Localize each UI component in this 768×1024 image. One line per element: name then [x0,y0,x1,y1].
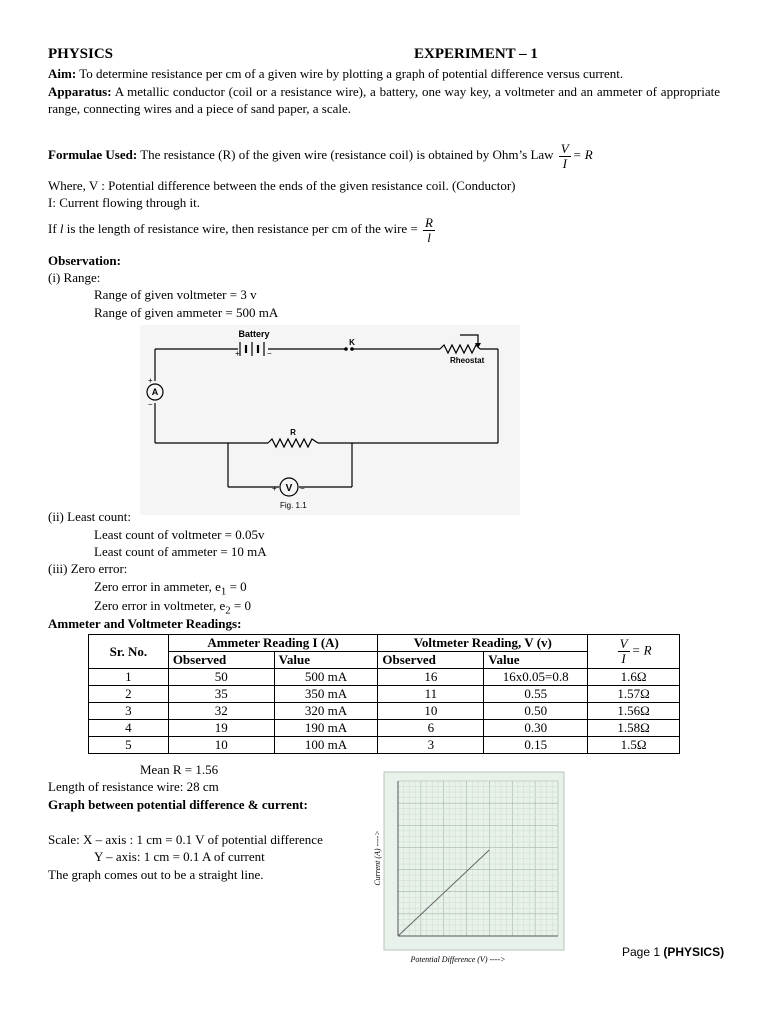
page-header [48,46,720,63]
table-title [48,615,720,632]
ratio-rhs: = R [631,642,652,658]
ohm-denominator: I [562,155,567,171]
cell-voltmeter-value: 0.55 [484,686,588,703]
y-axis-label: Current (A) ----> [373,830,382,886]
table-row [89,737,680,754]
readings-table [88,634,680,754]
per-cm-text: is the length of resistance wire, then resistance per cm of the wire = [66,221,418,236]
header-voltmeter-value: Value [484,652,588,669]
per-cm-numerator: R [425,214,433,230]
cell-ammeter-value: 190 mA [274,720,378,737]
circuit-diagram [140,325,520,515]
key-label: K [349,338,355,347]
ratio-numerator: V [619,636,628,651]
header-ammeter-value: Value [274,652,378,669]
cell-voltmeter-observed: 3 [378,737,484,754]
header-voltmeter: Voltmeter Reading, V (v) [378,635,588,652]
vi-graph [368,768,568,968]
formula-text: The resistance (R) of the given wire (resistance coil) is obtained by Ohm’s Law [140,147,554,162]
zero-error-title: (iii) Zero error: [48,561,128,576]
aim-line [48,65,720,82]
cell-ammeter-observed: 35 [168,686,274,703]
resistor-label: R [290,428,296,437]
cell-sr: 4 [89,720,169,737]
table-row [89,703,680,720]
cell-resistance: 1.5Ω [588,737,680,754]
cell-ammeter-observed: 32 [168,703,274,720]
zero-error-ammeter-text: Zero error in ammeter, e [94,579,221,594]
cell-sr: 3 [89,703,169,720]
cell-voltmeter-observed: 11 [378,686,484,703]
least-count-ammeter: Least count of ammeter = 10 mA [94,544,267,559]
formula-line [48,140,720,171]
header-ratio [588,635,680,669]
cell-resistance: 1.58Ω [588,720,680,737]
cell-ammeter-value: 500 mA [274,669,378,686]
voltmeter-plus: + [272,484,277,493]
ratio-denominator: I [621,651,626,666]
table-row [89,720,680,737]
apparatus-text: A metallic conductor (coil or a resistance wire), a battery, one way key, a voltmeter and an ammeter of appropriate range, connecting wires and a piece of sand paper, a scale. [48,84,720,116]
cell-ammeter-observed: 50 [168,669,274,686]
subject-title: PHYSICS [48,46,114,62]
footer-subject: (PHYSICS) [663,945,725,959]
cell-ammeter-observed: 19 [168,720,274,737]
figure-caption: Fig. 1.1 [280,501,307,510]
graph-note: The graph comes out to be a straight line. [48,867,264,882]
ohm-rhs: = R [572,147,593,162]
cell-voltmeter-observed: 16 [378,669,484,686]
wire-length: Length of resistance wire: 28 cm [48,779,219,794]
range-title: (i) Range: [48,270,101,285]
cell-voltmeter-value: 0.30 [484,720,588,737]
graph-title-text: Graph between potential difference & current: [48,797,308,812]
page-footer [622,945,724,959]
cell-ammeter-value: 100 mA [274,737,378,754]
cell-voltmeter-value: 0.15 [484,737,588,754]
cell-sr: 1 [89,669,169,686]
per-cm-denominator: l [427,229,431,245]
header-ammeter-observed: Observed [168,652,274,669]
per-cm-fraction [423,216,435,245]
ammeter-minus: − [148,400,153,409]
header-voltmeter-observed: Observed [378,652,484,669]
cell-ammeter-value: 350 mA [274,686,378,703]
cell-resistance: 1.6Ω [588,669,680,686]
range-ammeter: Range of given ammeter = 500 mA [94,305,279,320]
ohm-numerator: V [560,140,569,156]
observation-title [48,252,720,269]
header-ammeter: Ammeter Reading I (A) [168,635,378,652]
ammeter-plus: + [148,376,153,385]
zero-error-ammeter-value: = 0 [226,579,247,594]
zero-error-voltmeter-sub: 2 [225,604,231,617]
ammeter-label: A [151,387,159,397]
aim-text: To determine resistance per cm of a given wire by plotting a graph of potential difference versus current. [79,66,624,81]
range-voltmeter: Range of given voltmeter = 3 v [94,287,257,302]
cell-ammeter-observed: 10 [168,737,274,754]
cell-sr: 2 [89,686,169,703]
mean-resistance: Mean R = 1.56 [140,762,219,777]
battery-plus: + [235,349,240,358]
table-row [89,686,680,703]
scale-x: Scale: X – axis : 1 cm = 0.1 V of potential difference [48,832,323,847]
zero-error-ammeter-sub: 1 [220,585,227,598]
battery-label: Battery [238,329,270,339]
voltmeter-minus: − [300,484,305,493]
voltmeter-label: V [285,483,293,494]
per-cm-prefix: If [48,221,57,236]
cell-sr: 5 [89,737,169,754]
cell-ammeter-value: 320 mA [274,703,378,720]
battery-minus: − [267,349,272,358]
observation-title-text: Observation: [48,253,121,268]
per-cm-line [48,214,720,245]
header-sr-no: Sr. No. [89,635,169,669]
cell-voltmeter-observed: 6 [378,720,484,737]
formula-label: Formulae Used: [48,147,138,162]
table-row [89,669,680,686]
where-i-line: I: Current flowing through it. [48,195,201,210]
page-number: Page 1 [622,945,661,959]
rheostat-label: Rheostat [450,356,485,365]
x-axis-label: Potential Difference (V) ----> [410,955,506,964]
table-title-text: Ammeter and Voltmeter Readings: [48,616,242,631]
ohm-fraction [559,142,571,171]
least-count-voltmeter: Least count of voltmeter = 0.05v [94,527,265,542]
cell-voltmeter-value: 16x0.05=0.8 [484,669,588,686]
least-count-title: (ii) Least count: [48,509,132,524]
cell-resistance: 1.57Ω [588,686,680,703]
cell-resistance: 1.56Ω [588,703,680,720]
scale-y: Y – axis: 1 cm = 0.1 A of current [94,849,265,864]
zero-error-voltmeter-text: Zero error in voltmeter, e [94,598,226,613]
zero-error-voltmeter-value: = 0 [230,598,251,613]
apparatus-label: Apparatus: [48,84,112,99]
ratio-fraction [618,637,630,666]
experiment-title: EXPERIMENT – 1 [414,46,538,62]
cell-voltmeter-value: 0.50 [484,703,588,720]
per-cm-var: l [59,221,64,236]
where-v-line: Where, V : Potential difference between the ends of the given resistance coil. (Conductor) [48,178,516,193]
cell-voltmeter-observed: 10 [378,703,484,720]
aim-label: Aim: [48,66,77,81]
apparatus-paragraph [48,83,720,117]
